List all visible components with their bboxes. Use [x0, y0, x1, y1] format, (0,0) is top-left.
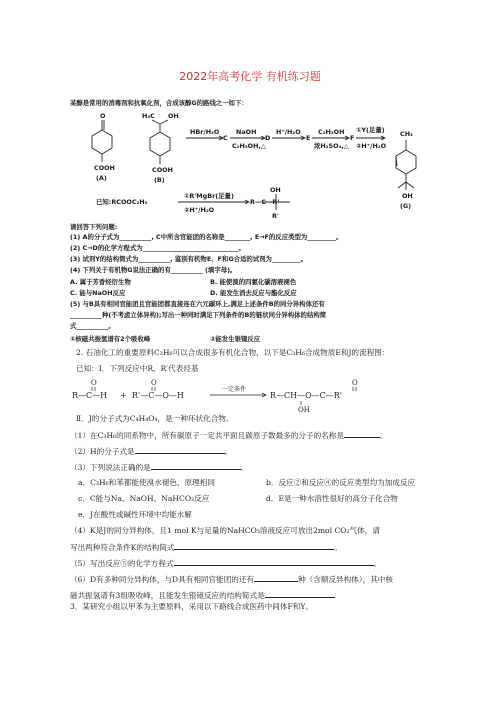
q2-q6a: （6）D有多种同分异构体，与D具有相同官能团的还有 种（含顺反异构体），其中核 — [70, 572, 393, 587]
label-cooh-b: COOH — [152, 166, 173, 174]
problem-3 — [70, 600, 440, 616]
rxn-plus: + — [120, 391, 127, 400]
label-h2so4: 浓H₂SO₄,△ — [314, 142, 349, 150]
rxn-o1: O — [91, 379, 97, 387]
problem-1 — [70, 96, 442, 334]
label-d: D — [265, 134, 271, 142]
rxn-o2: O — [151, 379, 157, 387]
label-ketone-o: O — [100, 112, 106, 120]
known-oh: OH — [270, 186, 281, 194]
label-oh-b: OH — [168, 112, 179, 120]
known-r: R' — [272, 212, 279, 220]
label-h3c: H₃C — [142, 112, 155, 120]
label-f: F — [350, 134, 355, 142]
q1-option-d: D. 能发生消去反应与酯化反应 — [210, 289, 297, 297]
label-c2h5oh: C₂H₅OH — [318, 128, 345, 136]
ring-A — [92, 130, 112, 154]
label-e: E — [306, 134, 311, 142]
known-step2: ②H⁺/H₂O — [184, 206, 215, 214]
q1-intro: 某醇是常用的消毒剂和抗氧化剂，合成该醇G的路线之一如下： — [70, 99, 248, 107]
q1-cond-2: ②能发生银镜反应 — [210, 335, 261, 343]
label-h-h2o: H⁺/H₂O — [276, 128, 301, 136]
label-y-step1: ①Y(足量) — [356, 126, 385, 134]
q2-q4a: （4）K是J的同分异构体，且1 mol K与足量的NaHCO₃溶液反应可放出2mol CO₂气体，请 — [70, 526, 380, 535]
q1-option-c: C. 能与NaOH反应 — [70, 289, 126, 297]
q2-q2: （2）H的分子式是 。 — [70, 444, 232, 459]
q2-q5: （5）写出反应⑤的化学方程式 。 — [70, 556, 381, 571]
q1-item-5b: __________种(不考虑立体异构);写出一种同时满足下列条件的B的链状同分异构体的结构简 — [70, 311, 327, 319]
q2-opt-d: d．E是一种水溶性很好的高分子化合物 — [266, 494, 398, 503]
q1-item-5c: 式__________。 — [70, 322, 115, 330]
q1-item-3: (3) 试剂Y的结构简式为__________, 鉴别有机物E、F和G合适的试剂为_________。 — [70, 255, 308, 263]
q1-option-a: A. 属于芳香烃衍生物 — [70, 278, 131, 286]
rxn-product: R—CH—O—C—R' — [270, 391, 343, 400]
known-step1: ①R'MgBr(足量) — [184, 192, 234, 200]
q2-stem: 2. 石油化工的重要原料C₃H₆可以合成很多有机化合物，以下是C₃H₆合成物质E和J的流程图： — [76, 348, 390, 357]
q1-item-1: (1) A的分子式为__________, C中所含官能团的名称是________, E→F的反应类型为_________。 — [70, 233, 343, 241]
q2-q4b: 写出两种符合条件K的结构简式 。 — [70, 540, 342, 555]
q1-item-4: (4) 下列关于有机物G说法正确的有__________ (填字母)。 — [70, 266, 237, 274]
q2-q6b: 磁共振氢谱有3组吸收峰，且能发生银镜反应的结构简式是 — [70, 588, 335, 603]
q2-known-reaction — [70, 378, 400, 412]
label-naoh: NaOH — [236, 128, 257, 136]
rxn-oh: OH — [298, 406, 310, 412]
q1-option-b: B. 能使溴的四氯化碳溶液褪色 — [210, 278, 297, 286]
q1-item-2: (2) C→D的化学方程式为______________________________。 — [70, 244, 245, 252]
q2-q3: （3）下列说法正确的是 。 — [70, 460, 248, 475]
q2-q1: （1）在C₃H₆的同系物中，所有碳原子一定共平面且碳原子数最多的分子的名称是 。 — [70, 428, 388, 443]
q1-cond-1: ①核磁共振氢谱有2个吸收峰 — [70, 335, 151, 343]
q2-opt-c: c．C能与Na、NaOH、NaHCO₃反应 — [78, 494, 210, 503]
ring-B — [150, 132, 170, 156]
rxn-acid: R'—C—O—H — [132, 391, 184, 400]
label-oh-g: OH — [402, 192, 413, 200]
label-c2h5oh-heat: C₂H₅OH,△ — [232, 142, 266, 150]
label-a: (A) — [96, 174, 107, 182]
q2-ii: Ⅱ．J的分子式为C₄H₄O₄，是一种环状化合物。 — [76, 414, 234, 423]
label-cooh-a: COOH — [94, 164, 115, 172]
q2-opt-a: a．C₃H₆和苯都能使溴水褪色，原理相同 — [78, 478, 215, 487]
q1-answer-intro: 请回答下列问题: — [70, 223, 118, 231]
rxn-aldehyde: R—C—H — [72, 391, 108, 400]
q3-stem: 3．某研究小组以甲苯为主要原料，采用以下路线合成医药中间体F和Y。 — [70, 602, 313, 611]
known-reactant: 已知:RCOOC₂H₅ — [96, 198, 148, 206]
label-c: C — [223, 134, 228, 142]
rxn-condition: 一定条件 — [222, 386, 247, 393]
q2-opt-e: e．J在酸性或碱性环境中均能水解 — [78, 510, 192, 519]
label-g: (G) — [400, 202, 412, 210]
q2-opt-b: b．反应②和反应④的反应类型均为加成反应 — [266, 478, 416, 487]
q1-item-5a: (5) 与B具有相同官能团且官能团都直接连在六元碳环上,满足上述条件B的同分异构体还有 — [70, 300, 325, 308]
label-ch3: CH₃ — [400, 130, 413, 138]
rxn-o3: O — [352, 379, 358, 387]
label-b: (B) — [154, 176, 165, 184]
problem-2-questions — [70, 412, 440, 602]
known-product: R—C—R' — [250, 198, 280, 206]
page-title: 2022年高考化学 有机练习题 — [179, 70, 321, 83]
q2-known: 已知：Ⅰ．下列反应中R、R′代表烃基 — [76, 364, 199, 373]
ring-G — [396, 150, 416, 174]
label-hbr: HBr/H₂O — [190, 128, 220, 136]
label-y-step2: ②H⁺/H₂O — [356, 142, 387, 150]
